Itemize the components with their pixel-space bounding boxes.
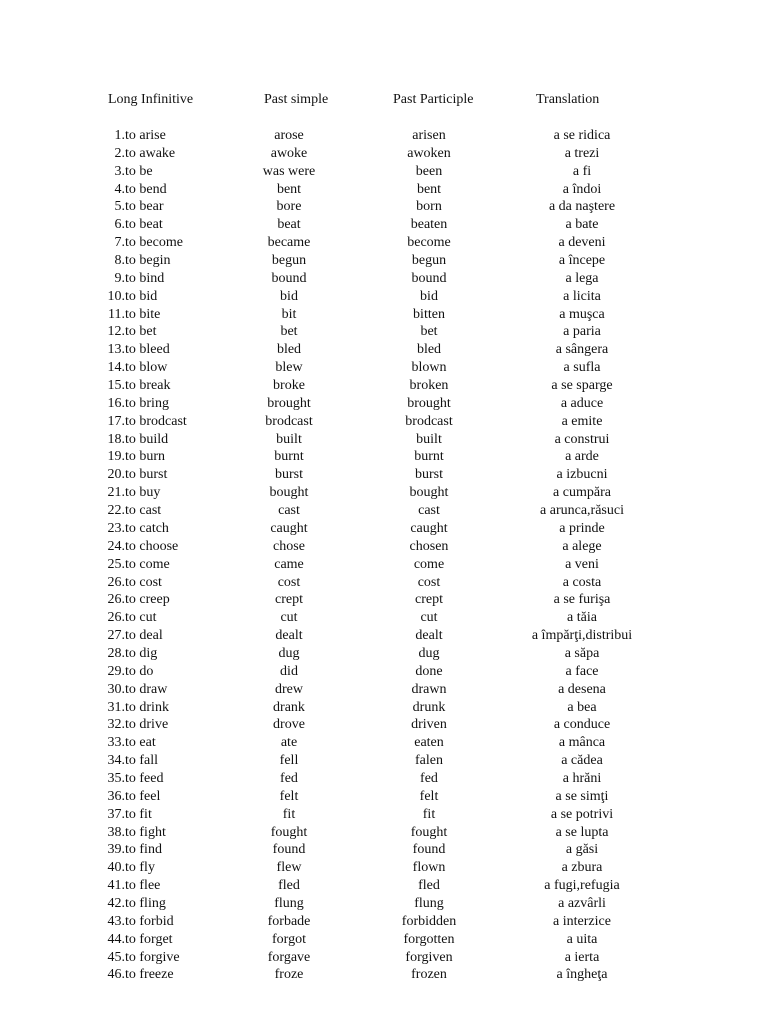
translation-cell: a paria xyxy=(563,324,601,340)
translation-cell: a îndoi xyxy=(562,181,602,197)
past-simple-cell: bid xyxy=(280,288,298,304)
infinitive-cell: to feel xyxy=(125,788,161,804)
table-row xyxy=(0,127,768,145)
translation-cell: a desena xyxy=(558,681,606,697)
row-number: 36. xyxy=(107,788,125,804)
infinitive-cell: to brodcast xyxy=(125,413,187,429)
table-row xyxy=(0,591,768,609)
table-row xyxy=(0,913,768,931)
table-row xyxy=(0,448,768,466)
past-participle-cell: chosen xyxy=(409,538,449,554)
past-simple-cell: felt xyxy=(279,788,299,804)
past-simple-cell: chose xyxy=(273,538,305,554)
past-simple-cell: came xyxy=(274,556,304,572)
infinitive-cell: to buy xyxy=(125,485,161,501)
past-participle-cell: flown xyxy=(412,860,446,876)
translation-cell: a face xyxy=(565,663,599,679)
row-number: 38. xyxy=(107,824,125,840)
table-row xyxy=(0,663,768,681)
translation-cell: a se furişa xyxy=(553,592,611,608)
table-row xyxy=(0,966,768,984)
table-row xyxy=(0,395,768,413)
past-simple-cell: froze xyxy=(274,967,304,983)
translation-cell: a emite xyxy=(561,413,603,429)
infinitive-cell: to burst xyxy=(125,467,168,483)
row-number: 45. xyxy=(107,949,125,965)
row-number: 30. xyxy=(107,681,125,697)
past-simple-cell: cut xyxy=(280,610,298,626)
past-simple-cell: beat xyxy=(277,217,301,233)
past-simple-cell: cost xyxy=(277,574,301,590)
past-participle-cell: bled xyxy=(416,342,442,358)
infinitive-cell: to find xyxy=(125,842,162,858)
row-number: 10. xyxy=(107,288,125,304)
row-number: 7. xyxy=(114,235,125,251)
past-participle-cell: forgotten xyxy=(403,931,455,947)
row-number: 22. xyxy=(107,503,125,519)
row-number: 15. xyxy=(107,378,125,394)
table-row xyxy=(0,234,768,252)
translation-cell: a trezi xyxy=(564,145,600,161)
translation-cell: a interzice xyxy=(553,913,611,929)
translation-cell: a licita xyxy=(563,288,601,304)
row-number: 13. xyxy=(107,342,125,358)
translation-cell: a se ridica xyxy=(553,128,611,143)
row-number: 4. xyxy=(114,181,125,197)
past-simple-cell: was were xyxy=(262,163,316,179)
past-simple-cell: fled xyxy=(278,878,300,894)
infinitive-cell: to begin xyxy=(125,253,171,269)
infinitive-cell: to blow xyxy=(125,360,168,376)
table-row xyxy=(0,949,768,967)
row-number: 26. xyxy=(107,574,125,590)
past-participle-cell: fit xyxy=(422,806,436,822)
table-row xyxy=(0,270,768,288)
past-participle-cell: frozen xyxy=(411,967,447,983)
translation-cell: a arunca,răsuci xyxy=(540,503,624,519)
infinitive-cell: to choose xyxy=(125,538,179,554)
past-simple-cell: fit xyxy=(282,806,296,822)
row-number: 26. xyxy=(107,610,125,626)
translation-cell: a săpa xyxy=(564,645,600,661)
infinitive-cell: to fit xyxy=(125,806,152,822)
infinitive-cell: to drink xyxy=(125,699,169,715)
infinitive-cell: to arise xyxy=(125,128,166,143)
row-number: 29. xyxy=(107,663,125,679)
infinitive-cell: to fly xyxy=(125,860,155,876)
row-number: 23. xyxy=(107,520,125,536)
row-number: 20. xyxy=(107,467,125,483)
past-simple-cell: blew xyxy=(275,360,303,376)
row-number: 26. xyxy=(107,592,125,608)
row-number: 1. xyxy=(114,128,125,143)
table-row xyxy=(0,484,768,502)
translation-cell: a cumpăra xyxy=(553,485,611,501)
translation-cell: a bate xyxy=(565,217,599,233)
infinitive-cell: to forbid xyxy=(125,913,174,929)
past-simple-cell: became xyxy=(267,235,311,251)
infinitive-cell: to burn xyxy=(125,449,166,465)
row-number: 21. xyxy=(107,485,125,501)
past-simple-cell: forbade xyxy=(267,913,311,929)
translation-cell: a uita xyxy=(566,931,598,947)
table-row xyxy=(0,699,768,717)
table-row xyxy=(0,341,768,359)
infinitive-cell: to drive xyxy=(125,717,169,733)
row-number: 35. xyxy=(107,770,125,786)
row-number: 44. xyxy=(107,931,125,947)
past-simple-cell: cast xyxy=(278,503,300,519)
translation-cell: a împărţi,distribui xyxy=(531,628,633,644)
past-participle-cell: driven xyxy=(411,717,447,733)
past-participle-cell: cast xyxy=(418,503,440,519)
past-simple-cell: dug xyxy=(278,645,300,661)
row-number: 46. xyxy=(107,967,125,983)
translation-cell: a veni xyxy=(565,556,599,572)
past-simple-cell: brought xyxy=(267,395,311,411)
past-participle-cell: beaten xyxy=(410,217,448,233)
past-simple-cell: fed xyxy=(280,770,298,786)
row-number: 42. xyxy=(107,895,125,911)
table-row xyxy=(0,895,768,913)
infinitive-cell: to be xyxy=(125,163,153,179)
translation-cell: a se simţi xyxy=(555,788,609,804)
row-number: 39. xyxy=(107,842,125,858)
translation-cell: a da naştere xyxy=(548,199,616,215)
row-number: 9. xyxy=(114,270,125,286)
table-row xyxy=(0,806,768,824)
row-number: 43. xyxy=(107,913,125,929)
infinitive-cell: to catch xyxy=(125,520,169,536)
infinitive-cell: to bend xyxy=(125,181,167,197)
row-number: 3. xyxy=(114,163,125,179)
translation-cell: a fugi,refugia xyxy=(544,878,620,894)
row-number: 31. xyxy=(107,699,125,715)
infinitive-cell: to bring xyxy=(125,395,169,411)
row-number: 18. xyxy=(107,431,125,447)
past-participle-cell: broken xyxy=(409,378,449,394)
past-participle-cell: eaten xyxy=(414,735,444,751)
past-simple-cell: brodcast xyxy=(265,413,313,429)
past-simple-cell: did xyxy=(280,663,298,679)
past-participle-cell: fled xyxy=(418,878,440,894)
past-simple-cell: bought xyxy=(269,485,309,501)
past-participle-cell: drunk xyxy=(412,699,446,715)
header-past-simple: Past simple xyxy=(264,92,329,107)
past-participle-cell: dealt xyxy=(415,628,443,644)
past-participle-cell: awoken xyxy=(407,145,451,161)
infinitive-cell: to freeze xyxy=(125,967,174,983)
translation-cell: a costa xyxy=(562,574,602,590)
infinitive-cell: to come xyxy=(125,556,170,572)
past-participle-cell: bent xyxy=(416,181,442,197)
past-simple-cell: begun xyxy=(271,253,307,269)
row-number: 8. xyxy=(114,253,125,269)
infinitive-cell: to do xyxy=(125,663,154,679)
translation-cell: a ierta xyxy=(564,949,600,965)
infinitive-cell: to deal xyxy=(125,628,163,644)
past-simple-cell: drew xyxy=(275,681,303,697)
row-number: 12. xyxy=(107,324,125,340)
past-participle-cell: found xyxy=(412,842,446,858)
translation-cell: a mânca xyxy=(558,735,606,751)
infinitive-cell: to bind xyxy=(125,270,165,286)
past-simple-cell: bet xyxy=(280,324,298,340)
row-number: 37. xyxy=(107,806,125,822)
row-number: 27. xyxy=(107,628,125,644)
translation-cell: a bea xyxy=(567,699,597,715)
table-row xyxy=(0,538,768,556)
past-participle-cell: cost xyxy=(417,574,441,590)
row-number: 16. xyxy=(107,395,125,411)
row-number: 2. xyxy=(114,145,125,161)
row-number: 33. xyxy=(107,735,125,751)
table-row xyxy=(0,627,768,645)
past-simple-cell: drove xyxy=(273,717,305,733)
past-simple-cell: burst xyxy=(275,467,303,483)
past-simple-cell: bore xyxy=(276,199,302,215)
past-participle-cell: burnt xyxy=(414,449,444,465)
infinitive-cell: to flee xyxy=(125,878,161,894)
past-simple-cell: drank xyxy=(273,699,305,715)
past-participle-cell: falen xyxy=(415,753,443,769)
table-row xyxy=(0,359,768,377)
header-past-participle: Past Participle xyxy=(393,92,474,107)
infinitive-cell: to awake xyxy=(125,145,176,161)
table-row xyxy=(0,413,768,431)
past-participle-cell: become xyxy=(407,235,451,251)
row-number: 14. xyxy=(107,360,125,376)
table-row xyxy=(0,824,768,842)
translation-cell: a sufla xyxy=(563,360,601,376)
infinitive-cell: to bet xyxy=(125,324,157,340)
table-row xyxy=(0,145,768,163)
table-row xyxy=(0,752,768,770)
table-row xyxy=(0,734,768,752)
infinitive-cell: to cut xyxy=(125,610,157,626)
header-long-infinitive: Long Infinitive xyxy=(108,92,194,107)
infinitive-cell: to bid xyxy=(125,288,158,304)
translation-cell: a sângera xyxy=(555,342,609,358)
past-simple-cell: flew xyxy=(276,860,302,876)
past-simple-cell: awoke xyxy=(270,145,308,161)
table-row xyxy=(0,788,768,806)
past-participle-cell: bid xyxy=(420,288,438,304)
past-participle-cell: drawn xyxy=(411,681,447,697)
table-row xyxy=(0,323,768,341)
table-row xyxy=(0,931,768,949)
past-simple-cell: found xyxy=(272,842,306,858)
header-translation: Translation xyxy=(536,92,600,107)
infinitive-cell: to fight xyxy=(125,824,166,840)
row-number: 17. xyxy=(107,413,125,429)
past-participle-cell: begun xyxy=(411,253,447,269)
past-participle-cell: done xyxy=(415,663,443,679)
translation-cell: a lega xyxy=(565,270,599,286)
translation-cell: a construi xyxy=(554,431,610,447)
infinitive-cell: to bear xyxy=(125,199,164,215)
infinitive-cell: to forgive xyxy=(125,949,180,965)
infinitive-cell: to feed xyxy=(125,770,164,786)
past-participle-cell: arisen xyxy=(412,128,446,143)
translation-cell: a tăia xyxy=(567,610,597,626)
infinitive-cell: to forget xyxy=(125,931,173,947)
table-row xyxy=(0,716,768,734)
past-participle-cell: fed xyxy=(420,770,438,786)
past-simple-cell: broke xyxy=(273,378,305,394)
past-participle-cell: flung xyxy=(414,895,444,911)
past-participle-cell: come xyxy=(413,556,445,572)
past-participle-cell: bought xyxy=(409,485,449,501)
infinitive-cell: to eat xyxy=(125,735,156,751)
past-simple-cell: fought xyxy=(270,824,308,840)
infinitive-cell: to break xyxy=(125,378,171,394)
past-participle-cell: dug xyxy=(418,645,440,661)
past-participle-cell: blown xyxy=(411,360,447,376)
infinitive-cell: to cost xyxy=(125,574,162,590)
past-participle-cell: born xyxy=(416,199,442,215)
table-row xyxy=(0,770,768,788)
past-participle-cell: fought xyxy=(410,824,448,840)
infinitive-cell: to cast xyxy=(125,503,162,519)
past-participle-cell: been xyxy=(415,163,443,179)
row-number: 34. xyxy=(107,753,125,769)
past-simple-cell: arose xyxy=(274,128,304,143)
past-simple-cell: dealt xyxy=(275,628,303,644)
table-row xyxy=(0,859,768,877)
infinitive-cell: to draw xyxy=(125,681,168,697)
past-participle-cell: bound xyxy=(411,270,447,286)
table-row xyxy=(0,645,768,663)
translation-cell: a prinde xyxy=(559,520,605,536)
past-participle-cell: caught xyxy=(410,520,448,536)
past-participle-cell: bitten xyxy=(413,306,445,322)
table-row xyxy=(0,877,768,895)
translation-cell: a găsi xyxy=(565,842,599,858)
table-row xyxy=(0,306,768,324)
past-participle-cell: burst xyxy=(415,467,443,483)
past-participle-cell: built xyxy=(416,431,442,447)
past-simple-cell: caught xyxy=(270,520,308,536)
table-row xyxy=(0,466,768,484)
row-number: 28. xyxy=(107,645,125,661)
row-number: 6. xyxy=(114,217,125,233)
past-simple-cell: forgot xyxy=(272,931,306,947)
row-number: 25. xyxy=(107,556,125,572)
infinitive-cell: to beat xyxy=(125,217,163,233)
past-simple-cell: fell xyxy=(279,753,299,769)
translation-cell: a arde xyxy=(565,449,599,465)
past-simple-cell: built xyxy=(276,431,302,447)
translation-cell: a se lupta xyxy=(555,824,609,840)
past-participle-cell: felt xyxy=(419,788,439,804)
translation-cell: a izbucni xyxy=(556,467,608,483)
translation-cell: a deveni xyxy=(558,235,606,251)
translation-cell: a aduce xyxy=(560,395,604,411)
translation-cell: a îngheţa xyxy=(556,967,608,983)
past-simple-cell: bled xyxy=(276,342,302,358)
past-simple-cell: crept xyxy=(275,592,303,608)
past-simple-cell: bent xyxy=(276,181,302,197)
table-row xyxy=(0,216,768,234)
row-number: 5. xyxy=(114,199,125,215)
past-simple-cell: bit xyxy=(281,306,297,322)
infinitive-cell: to dig xyxy=(125,645,158,661)
row-number: 11. xyxy=(108,306,125,322)
table-row xyxy=(0,520,768,538)
translation-cell: a se potrivi xyxy=(550,806,614,822)
past-simple-cell: ate xyxy=(280,735,298,751)
translation-cell: a hrăni xyxy=(562,770,602,786)
past-participle-cell: bet xyxy=(420,324,438,340)
row-number: 41. xyxy=(107,878,125,894)
table-row xyxy=(0,288,768,306)
table-row xyxy=(0,431,768,449)
row-number: 19. xyxy=(107,449,125,465)
infinitive-cell: to fall xyxy=(125,753,159,769)
table-row xyxy=(0,181,768,199)
past-simple-cell: bound xyxy=(271,270,307,286)
infinitive-cell: to become xyxy=(125,235,183,251)
table-row xyxy=(0,556,768,574)
translation-cell: a se sparge xyxy=(551,378,613,394)
row-number: 40. xyxy=(107,860,125,876)
past-participle-cell: brodcast xyxy=(405,413,453,429)
translation-cell: a cădea xyxy=(561,753,603,769)
table-row xyxy=(0,198,768,216)
past-simple-cell: flung xyxy=(274,895,304,911)
row-number: 32. xyxy=(107,717,125,733)
table-row xyxy=(0,609,768,627)
past-participle-cell: forgiven xyxy=(405,949,453,965)
past-simple-cell: burnt xyxy=(274,449,304,465)
table-row xyxy=(0,574,768,592)
infinitive-cell: to bleed xyxy=(125,342,170,358)
infinitive-cell: to fling xyxy=(125,895,166,911)
past-participle-cell: cut xyxy=(420,610,438,626)
table-row xyxy=(0,377,768,395)
row-number: 24. xyxy=(107,538,125,554)
translation-cell: a muşca xyxy=(559,306,605,322)
infinitive-cell: to bite xyxy=(125,306,161,322)
table-row xyxy=(0,252,768,270)
table-row xyxy=(0,502,768,520)
infinitive-cell: to build xyxy=(125,431,169,447)
translation-cell: a alege xyxy=(562,538,602,554)
past-simple-cell: forgave xyxy=(267,949,311,965)
translation-cell: a fi xyxy=(572,163,592,179)
past-participle-cell: brought xyxy=(407,395,451,411)
translation-cell: a începe xyxy=(558,253,606,269)
table-row xyxy=(0,841,768,859)
translation-cell: a azvârli xyxy=(558,895,606,911)
past-participle-cell: crept xyxy=(415,592,443,608)
translation-cell: a zbura xyxy=(561,860,603,876)
past-participle-cell: forbidden xyxy=(401,913,457,929)
table-row xyxy=(0,163,768,181)
infinitive-cell: to creep xyxy=(125,592,170,608)
table-row xyxy=(0,681,768,699)
translation-cell: a conduce xyxy=(553,717,611,733)
